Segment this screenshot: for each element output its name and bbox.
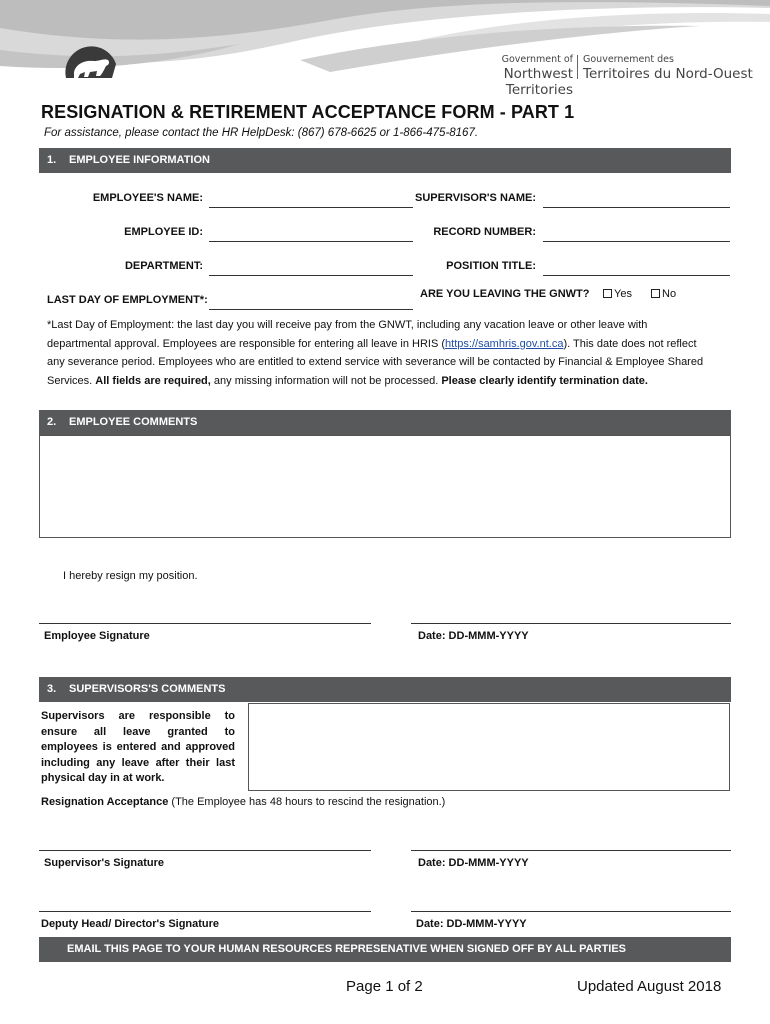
- supervisor-date-label: Date: DD-MMM-YYYY: [418, 857, 529, 869]
- updated-date: Updated August 2018: [577, 978, 722, 995]
- no-checkbox[interactable]: [651, 289, 660, 298]
- page-number: Page 1 of 2: [346, 978, 423, 995]
- employee-id-label: EMPLOYEE ID:: [124, 226, 203, 238]
- supervisor-name-label: SUPERVISOR'S NAME:: [415, 192, 536, 204]
- note-part-1: *Last Day of Employment: the last day you will receive pay from the GNWT, including any vacation leave or other leave with departmental approval. Employees are responsible for entering all leave in HRIS (: [47, 319, 648, 350]
- gov-fr-small: Gouvernement des: [583, 54, 674, 65]
- acceptance-text: (The Employee has 48 hours to rescind the resignation.): [168, 796, 446, 808]
- section-3-number: 3.: [47, 683, 57, 695]
- yes-label: Yes: [614, 288, 632, 300]
- deputy-signature-label: Deputy Head/ Director's Signature: [41, 918, 220, 930]
- polar-bear-icon: [60, 34, 120, 80]
- gnwt-logo: [60, 34, 120, 80]
- gov-en-small: Government of: [501, 54, 573, 65]
- deputy-date-label: Date: DD-MMM-YYYY: [416, 918, 527, 930]
- yes-checkbox[interactable]: [603, 289, 612, 298]
- government-name-fr: [583, 54, 753, 82]
- deputy-signature-line[interactable]: [39, 911, 371, 912]
- section-2-header: [39, 410, 731, 435]
- section-1-number: 1.: [47, 154, 57, 166]
- yes-option[interactable]: [603, 288, 632, 300]
- employee-date-label: Date: DD-MMM-YYYY: [418, 630, 529, 642]
- last-day-note: [47, 316, 707, 390]
- section-2-number: 2.: [47, 416, 57, 428]
- email-banner: EMAIL THIS PAGE TO YOUR HUMAN RESOURCES REPRESENATIVE WHEN SIGNED OFF BY ALL PARTIES: [39, 937, 731, 962]
- form-title: RESIGNATION & RETIREMENT ACCEPTANCE FORM - PART 1: [41, 102, 575, 122]
- employee-date-line[interactable]: [411, 623, 731, 624]
- resignation-acceptance: [41, 796, 445, 808]
- section-3-header: [39, 677, 731, 702]
- section-3-title: SUPERVISORS'S COMMENTS: [69, 683, 226, 695]
- position-title-label: POSITION TITLE:: [446, 260, 536, 272]
- supervisor-comments-box[interactable]: [248, 703, 730, 791]
- supervisor-signature-line[interactable]: [39, 850, 371, 851]
- no-option[interactable]: [651, 288, 676, 300]
- last-day-field[interactable]: [209, 309, 413, 310]
- deputy-date-line[interactable]: [411, 911, 731, 912]
- employee-name-label: EMPLOYEE'S NAME:: [92, 192, 203, 204]
- government-name-en: [445, 54, 573, 98]
- employee-comments-box[interactable]: [39, 435, 731, 538]
- note-part-3: any missing information will not be processed.: [210, 374, 442, 387]
- department-label: DEPARTMENT:: [124, 260, 203, 272]
- employee-name-field[interactable]: [209, 207, 413, 208]
- note-bold-1: All fields are required,: [95, 374, 211, 387]
- section-1-title: EMPLOYEE INFORMATION: [69, 154, 210, 166]
- note-part-2: ). This date does not reflect any severance period. Employees who are entitled to extend service with severance will be contacted by Financial & Employee Shared Services.: [47, 337, 704, 387]
- note-bold-2: Please clearly identify termination date.: [441, 374, 648, 387]
- department-field[interactable]: [209, 275, 413, 276]
- employee-signature-line[interactable]: [39, 623, 371, 624]
- record-number-label: RECORD NUMBER:: [433, 226, 536, 238]
- section-1-header: [39, 148, 731, 173]
- leaving-gnwt-label: ARE YOU LEAVING THE GNWT?: [420, 288, 590, 300]
- gov-fr-big: Territoires du Nord-Ouest: [583, 66, 753, 82]
- supervisor-date-line[interactable]: [411, 850, 731, 851]
- samhris-link[interactable]: https://samhris.gov.nt.ca: [445, 337, 564, 350]
- employee-signature-label: Employee Signature: [44, 630, 150, 642]
- resign-statement: I hereby resign my position.: [63, 570, 198, 582]
- gov-divider: [577, 55, 578, 79]
- employee-id-field[interactable]: [209, 241, 413, 242]
- assistance-text: For assistance, please contact the HR HelpDesk: (867) 678-6625 or 1-866-475-8167.: [44, 127, 479, 139]
- no-label: No: [662, 288, 677, 300]
- supervisor-responsibility-text: Supervisors are responsible to ensure all leave granted to employees is entered and approved including any leave after their last physical day in at work.: [41, 710, 235, 784]
- gov-en-big: Northwest Territories: [503, 66, 573, 98]
- acceptance-bold: Resignation Acceptance: [41, 796, 169, 808]
- last-day-label: LAST DAY OF EMPLOYMENT*:: [47, 294, 208, 306]
- section-2-title: EMPLOYEE COMMENTS: [69, 416, 198, 428]
- record-number-field[interactable]: [543, 241, 730, 242]
- position-title-field[interactable]: [543, 275, 730, 276]
- supervisor-signature-label: Supervisor's Signature: [44, 857, 164, 869]
- supervisor-name-field[interactable]: [543, 207, 730, 208]
